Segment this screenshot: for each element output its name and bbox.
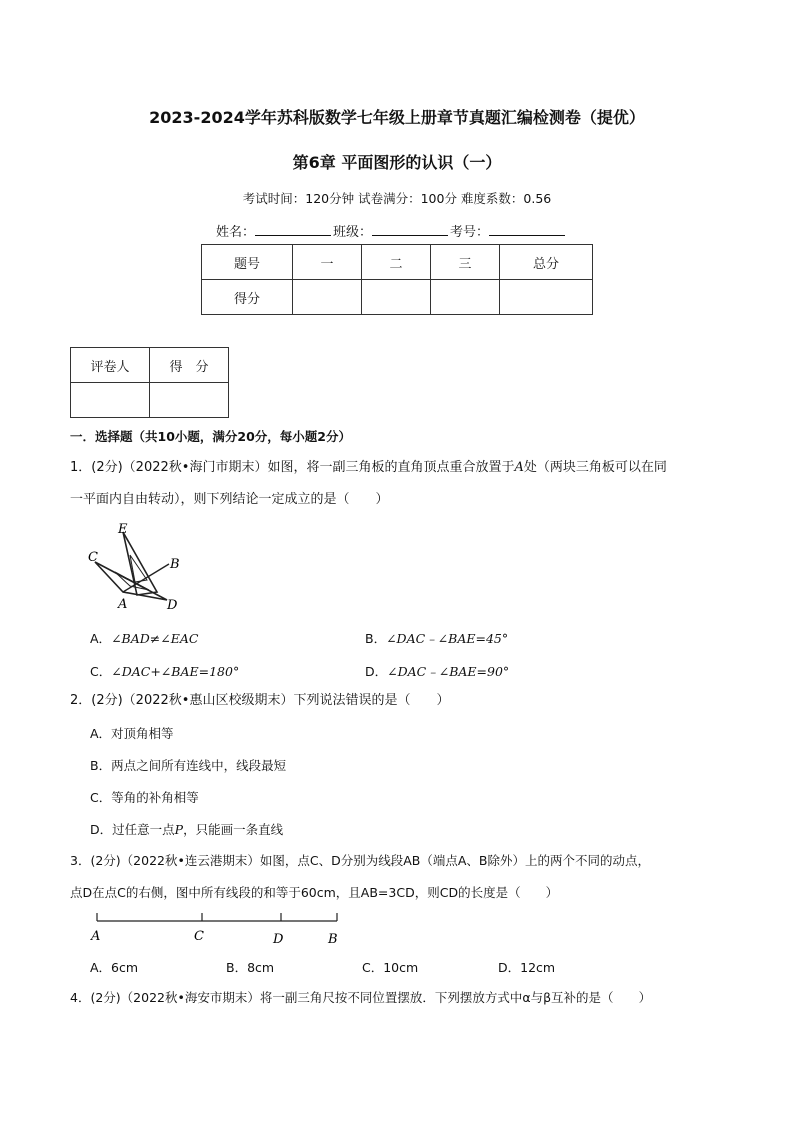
q3-option-a[interactable]: A．6cm (90, 960, 139, 975)
q1-option-a[interactable] (90, 629, 198, 647)
q1-option-d[interactable] (365, 662, 509, 680)
grader-score-cell[interactable] (150, 383, 229, 418)
q1-line1 (70, 459, 667, 477)
id-blank[interactable] (489, 223, 565, 236)
q1-option-a-prefix: A． (90, 631, 112, 646)
q1-option-d-expr: ∠DAC﹣∠BAE=90° (387, 664, 510, 679)
score-header-cell: 题号 (202, 245, 293, 280)
q3-option-b[interactable]: B．8cm (226, 960, 275, 975)
q2-option-d-var: P (174, 822, 184, 837)
q2-option-a[interactable]: A．对顶角相等 (90, 726, 174, 741)
q2-option-d[interactable] (90, 820, 283, 838)
q1-option-c-prefix: C． (90, 664, 112, 679)
label-C: C (194, 929, 204, 944)
q3-line2: 点D在点C的右侧，图中所有线段的和等于60cm，且AB=3CD，则CD的长度是（ ） (70, 885, 559, 900)
q1-option-b-expr: ∠DAC﹣∠BAE=45° (386, 631, 509, 646)
name-blank[interactable] (255, 223, 331, 236)
line-AB (123, 564, 169, 592)
label-D: D (167, 598, 178, 613)
q3-option-c[interactable]: C．10cm (362, 960, 419, 975)
q1-option-b-prefix: B． (365, 631, 387, 646)
score-cell[interactable] (293, 280, 362, 315)
score-row-label: 得分 (202, 280, 293, 315)
q1-line2: 一平面内自由转动），则下列结论一定成立的是（ ） (70, 492, 389, 507)
grader-score-label: 得 分 (150, 348, 229, 383)
grader-cell[interactable] (71, 383, 150, 418)
grader-label: 评卷人 (71, 348, 150, 383)
label-C: C (88, 550, 98, 565)
grader-table (70, 347, 229, 418)
q1-text-a: 1．(2分)（2022秋•海门市期末）如图，将一副三角板的直角顶点重合放置于 (70, 460, 515, 475)
q2-stem: 2．(2分)（2022秋•惠山区校级期末）下列说法错误的是（ ） (70, 693, 450, 708)
score-table-header-row (202, 245, 593, 280)
chapter-title: 第6章 平面图形的认识（一） (292, 153, 502, 172)
score-cell[interactable] (431, 280, 500, 315)
label-B: B (328, 932, 338, 947)
score-header-cell: 三 (431, 245, 500, 280)
score-header-cell: 二 (362, 245, 431, 280)
q1-option-a-expr: ∠BAD≠∠EAC (111, 631, 199, 646)
label-A: A (91, 929, 101, 944)
grader-table-blank-row (71, 383, 229, 418)
q1-option-c[interactable] (90, 662, 239, 680)
q3-option-d[interactable]: D．12cm (498, 960, 556, 975)
label-B: B (170, 557, 180, 572)
q1-option-c-expr: ∠DAC+∠BAE=180° (111, 664, 240, 679)
score-header-cell: 一 (293, 245, 362, 280)
score-table (201, 244, 593, 315)
exam-meta: 考试时间：120分钟 试卷满分：100分 难度系数：0.56 (242, 191, 552, 206)
section-heading: 一．选择题（共10小题，满分20分，每小题2分） (70, 429, 351, 444)
class-blank[interactable] (372, 223, 448, 236)
q3-segment-figure (85, 905, 355, 950)
q2-option-d-text-b: ，只能画一条直线 (183, 822, 284, 837)
q4-stem: 4．(2分)（2022秋•海安市期末）将一副三角尺按不同位置摆放．下列摆放方式中α与β互补的是（ ） (70, 990, 652, 1005)
score-cell[interactable] (362, 280, 431, 315)
q1-option-d-prefix: D． (365, 664, 388, 679)
student-info-row (216, 221, 567, 240)
grader-table-header-row (71, 348, 229, 383)
id-label: 考号： (450, 225, 490, 240)
q2-option-d-text-a: D．过任意一点 (90, 822, 175, 837)
score-cell[interactable] (500, 280, 593, 315)
q2-option-b[interactable]: B．两点之间所有连线中，线段最短 (90, 758, 287, 773)
q1-var-a: A (514, 460, 524, 475)
class-label: 班级： (333, 225, 373, 240)
q2-option-c[interactable]: C．等角的补角相等 (90, 790, 199, 805)
label-D: D (273, 932, 284, 947)
label-A: A (118, 597, 128, 612)
q1-text-b: 处（两块三角板可以在同 (523, 460, 667, 475)
label-E: E (118, 522, 128, 537)
score-header-cell: 总分 (500, 245, 593, 280)
name-label: 姓名： (216, 225, 256, 240)
exam-title: 2023-2024学年苏科版数学七年级上册章节真题汇编检测卷（提优） (149, 108, 645, 127)
q3-line1: 3．(2分)（2022秋•连云港期末）如图，点C、D分别为线段AB（端点A、B除外）上的两个不同的动点， (70, 853, 650, 868)
q1-option-b[interactable] (365, 629, 508, 647)
score-table-score-row (202, 280, 593, 315)
q1-triangle-figure (85, 520, 195, 615)
